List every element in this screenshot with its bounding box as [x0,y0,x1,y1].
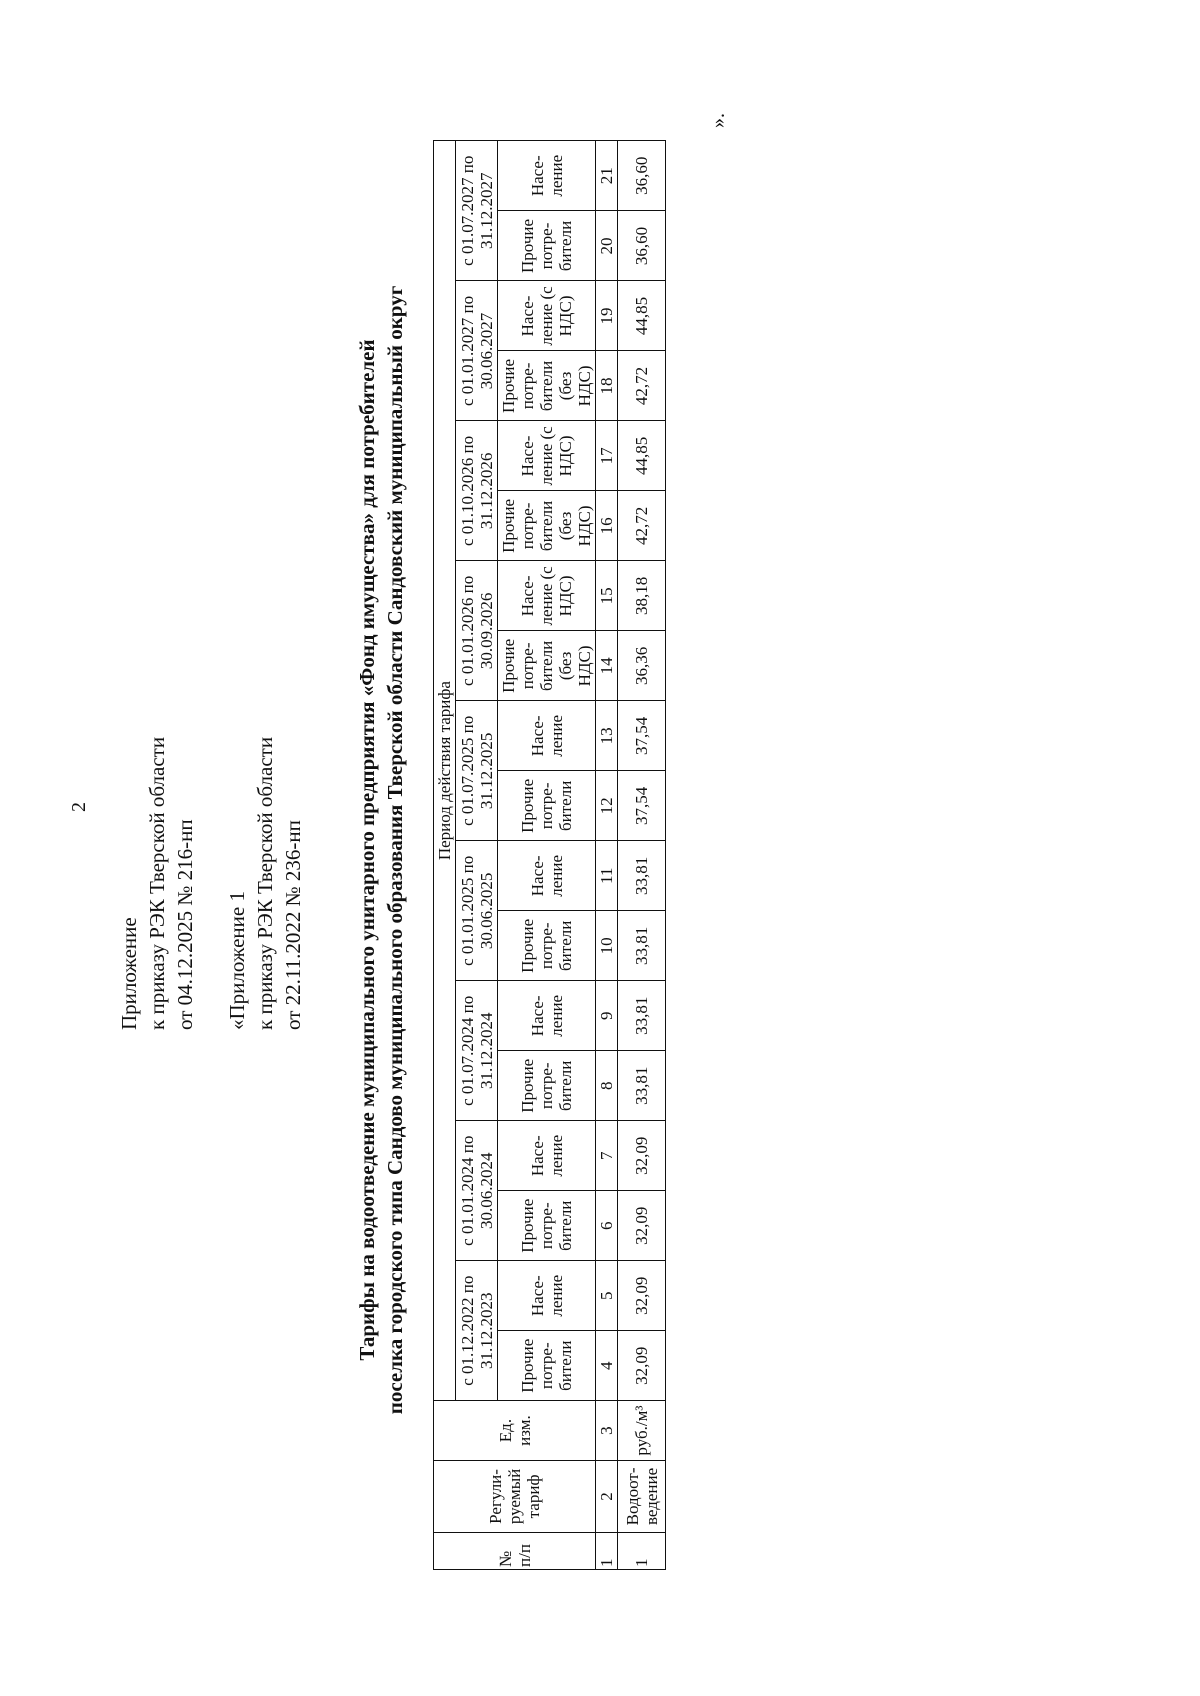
header-appendix-line1: Приложение [117,917,141,1030]
tariff-value: 42,72 [618,351,666,421]
sub-other: Прочие потре-бители [498,1051,596,1121]
column-number: 9 [596,981,618,1051]
column-number: 5 [596,1261,618,1331]
tariff-value: 32,09 [618,1261,666,1331]
column-number: 7 [596,1121,618,1191]
column-number: 19 [596,281,618,351]
period-3: с 01.07.2024 по 31.12.2024 [456,981,498,1121]
column-number: 2 [596,1460,618,1532]
sub-population: Насе-ление [498,701,596,771]
tariff-value: 32,09 [618,1121,666,1191]
column-number: 4 [596,1331,618,1401]
header-unit: Ед. изм. [434,1401,596,1461]
sub-other-no-vat: Прочие потре-бители (без НДС) [498,351,596,421]
period-8: с 01.01.2027 по 30.06.2027 [456,281,498,421]
row-tariff: Водоот-ведение [618,1460,666,1532]
tariff-value: 44,85 [618,421,666,491]
sub-population-vat: Насе-ление (с НДС) [498,561,596,631]
sub-population: Насе-ление [498,841,596,911]
sub-other: Прочие потре-бители [498,1191,596,1261]
header-appendix-line3: от 04.12.2025 № 216-нп [173,819,197,1030]
period-1: с 01.12.2022 по 31.12.2023 [456,1261,498,1401]
sub-population: Насе-ление [498,1121,596,1191]
period-9: с 01.07.2027 по 31.12.2027 [456,141,498,281]
column-number: 8 [596,1051,618,1121]
header-tariff: Регули-руемый тариф [434,1460,596,1532]
document-title-line2: поселка городского типа Сандово муниципального образования Тверской области Сандовский муниципальный округ [383,285,407,1415]
period-4: с 01.01.2025 по 30.06.2025 [456,841,498,981]
tariff-value: 36,36 [618,631,666,701]
tariff-value: 38,18 [618,561,666,631]
column-number: 14 [596,631,618,701]
page-number: 2 [68,802,90,812]
period-7: с 01.10.2026 по 31.12.2026 [456,421,498,561]
column-number: 18 [596,351,618,421]
document-title [353,100,409,1600]
sub-population: Насе-ление [498,1261,596,1331]
header-period: Период действия тарифа [434,141,456,1401]
tariff-value: 32,09 [618,1191,666,1261]
tariff-value: 44,85 [618,281,666,351]
tariff-value: 33,81 [618,911,666,981]
sub-other: Прочие потре-бители [498,211,596,281]
tariff-value: 36,60 [618,141,666,211]
column-number: 17 [596,421,618,491]
tariff-value: 37,54 [618,701,666,771]
rotated-document [95,100,795,1600]
header-original-line2: к приказу РЭК Тверской области [253,736,277,1030]
row-unit: руб./м³ [618,1401,666,1461]
sub-other: Прочие потре-бители [498,771,596,841]
tariff-value: 42,72 [618,491,666,561]
closing-quote: ». [707,113,729,128]
tariff-table [433,140,666,1570]
tariff-value: 33,81 [618,841,666,911]
column-number: 15 [596,561,618,631]
column-number: 10 [596,911,618,981]
period-5: с 01.07.2025 по 31.12.2025 [456,701,498,841]
column-number: 12 [596,771,618,841]
period-2: с 01.01.2024 по 30.06.2024 [456,1121,498,1261]
document-title-line1: Тарифы на водоотведение муниципального унитарного предприятия «Фонд имущества» для потребителей [355,339,379,1361]
sub-population-vat: Насе-ление (с НДС) [498,281,596,351]
sub-population: Насе-ление [498,981,596,1051]
sub-other: Прочие потре-бители [498,1331,596,1401]
column-number: 6 [596,1191,618,1261]
column-number: 21 [596,141,618,211]
tariff-value: 37,54 [618,771,666,841]
column-number: 3 [596,1401,618,1461]
row-num: 1 [618,1532,666,1569]
sub-other-no-vat: Прочие потре-бители (без НДС) [498,631,596,701]
sub-population: Насе-ление [498,141,596,211]
column-number: 13 [596,701,618,771]
column-number: 16 [596,491,618,561]
sub-other-no-vat: Прочие потре-бители (без НДС) [498,491,596,561]
header-appendix-line2: к приказу РЭК Тверской области [145,736,169,1030]
header-num: № п/п [434,1532,596,1569]
tariff-value: 33,81 [618,1051,666,1121]
header-original-line1: «Приложение 1 [225,891,249,1030]
header-original-line3: от 22.11.2022 № 236-нп [281,820,305,1030]
tariff-value: 36,60 [618,211,666,281]
table-row [618,141,666,1570]
sub-other: Прочие потре-бители [498,911,596,981]
header-appendix [115,737,199,1030]
column-number: 11 [596,841,618,911]
column-number: 20 [596,211,618,281]
tariff-value: 33,81 [618,981,666,1051]
tariff-value: 32,09 [618,1331,666,1401]
period-6: с 01.01.2026 по 30.09.2026 [456,561,498,701]
header-original [223,737,307,1030]
column-number: 1 [596,1532,618,1569]
sub-population-vat: Насе-ление (с НДС) [498,421,596,491]
